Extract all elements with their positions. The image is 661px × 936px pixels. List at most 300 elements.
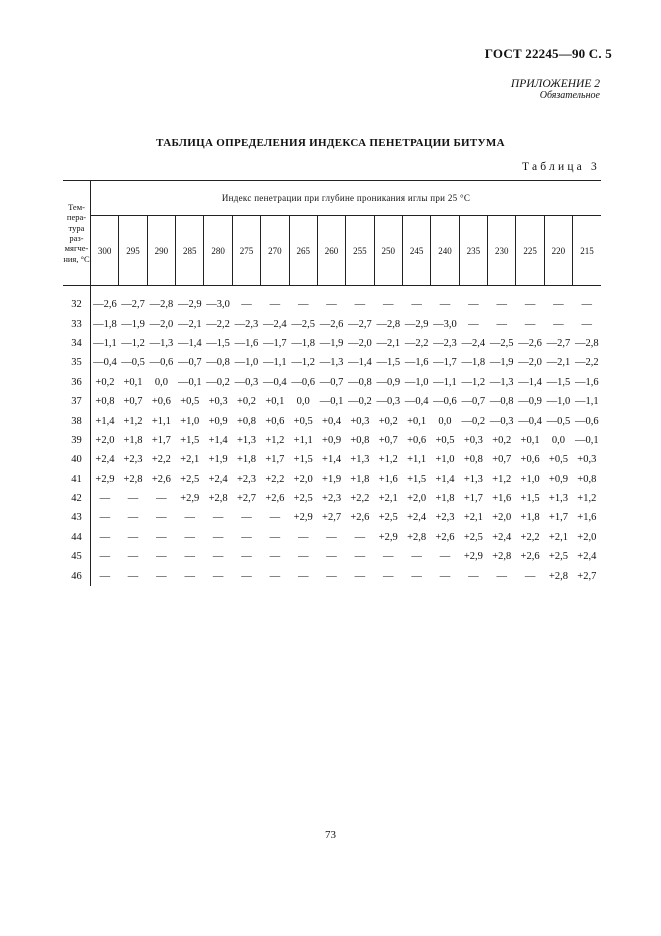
table-label: Таблица 3 (522, 161, 600, 173)
index-value-cell: — (269, 570, 281, 582)
index-value-cell: —2,1 (546, 357, 571, 369)
index-value-cell: —0,4 (93, 357, 117, 369)
table-row (63, 450, 601, 469)
penetration-index-table (63, 180, 601, 586)
index-value-cell: +2,8 (407, 531, 427, 543)
softening-temp-cell: 43 (63, 508, 91, 527)
table-row (63, 392, 601, 411)
index-value-cell: +1,1 (293, 434, 313, 446)
penetration-header-cell: 295 (119, 216, 147, 286)
penetration-header-cell: 250 (374, 216, 402, 286)
index-value-cell: — (383, 570, 394, 582)
index-value-cell: — (127, 531, 139, 543)
softening-temp-cell: 45 (63, 547, 91, 566)
index-value-cell: +1,2 (123, 415, 143, 427)
table-row (63, 411, 601, 430)
index-value-cell: +2,6 (435, 531, 455, 543)
index-value-cell: +0,6 (151, 396, 171, 408)
index-value-cell: —0,2 (206, 376, 230, 388)
index-value-cell: +0,2 (236, 396, 256, 408)
penetration-index-header: Индекс пенетрации при глубине проникания иглы при 25 °С (91, 181, 602, 216)
index-value-cell: +2,0 (492, 512, 512, 524)
index-value-cell: +1,3 (548, 493, 568, 505)
index-value-cell: —0,1 (177, 376, 202, 388)
index-value-cell: — (156, 512, 167, 524)
index-value-cell: — (524, 299, 536, 311)
index-value-cell: +2,3 (435, 512, 455, 524)
index-value-cell: — (212, 531, 224, 543)
index-value-cell: —0,9 (376, 376, 401, 388)
index-value-cell: —2,6 (518, 337, 542, 349)
index-value-cell: —2,8 (376, 318, 401, 330)
index-value-cell: —1,0 (234, 357, 259, 369)
table-row (63, 353, 601, 372)
index-value-cell: +0,9 (322, 434, 342, 446)
index-value-cell: —2,9 (404, 318, 429, 330)
index-value-cell: — (184, 570, 195, 582)
index-value-cell: —1,6 (574, 376, 599, 388)
softening-temp-header: Тем-пера-тура раз-мягче-ния, °С (63, 181, 91, 286)
index-value-cell: +0,2 (492, 434, 512, 446)
index-value-cell: — (127, 570, 139, 582)
index-value-cell: —2,9 (177, 299, 202, 311)
penetration-header-cell: 275 (232, 216, 260, 286)
penetration-values-row (63, 216, 601, 286)
penetration-header-cell: 245 (402, 216, 430, 286)
index-value-cell: +1,8 (123, 434, 143, 446)
index-value-cell: —2,2 (574, 357, 599, 369)
index-value-cell: +0,7 (378, 434, 398, 446)
index-value-cell: —0,8 (206, 357, 230, 369)
index-value-cell: —1,1 (433, 376, 457, 388)
index-value-cell: +2,3 (236, 473, 256, 485)
index-value-cell: —1,2 (291, 357, 315, 369)
table-row (63, 566, 601, 585)
index-value-cell: +1,9 (322, 473, 342, 485)
index-value-cell: —1,8 (93, 318, 117, 330)
index-value-cell: +2,4 (95, 454, 115, 466)
index-value-cell: — (269, 512, 281, 524)
index-value-cell: +2,6 (350, 512, 370, 524)
index-value-cell: —0,2 (348, 396, 372, 408)
index-value-cell: —2,0 (518, 357, 542, 369)
index-value-cell: +1,1 (407, 454, 427, 466)
index-value-cell: — (212, 512, 224, 524)
index-value-cell: +2,5 (378, 512, 398, 524)
index-value-cell: —1,5 (206, 337, 230, 349)
index-value-cell: —0,8 (348, 376, 372, 388)
index-value-cell: +2,1 (463, 512, 483, 524)
index-value-cell: +0,6 (520, 454, 540, 466)
penetration-header-cell: 265 (289, 216, 317, 286)
penetration-header-cell: 240 (431, 216, 459, 286)
index-value-cell: +2,1 (548, 531, 568, 543)
index-value-cell: — (468, 570, 479, 582)
index-value-cell: —1,8 (291, 337, 315, 349)
appendix-label (511, 78, 600, 102)
softening-temp-cell: 41 (63, 470, 91, 489)
table-row (63, 489, 601, 508)
index-value-cell: +0,1 (407, 415, 427, 427)
index-value-cell: +1,6 (378, 473, 398, 485)
table-row (63, 373, 601, 392)
index-value-cell: —2,1 (177, 318, 202, 330)
index-value-cell: +0,6 (265, 415, 285, 427)
index-value-cell: +0,6 (407, 434, 427, 446)
index-value-cell: —1,1 (574, 396, 599, 408)
index-value-cell: — (156, 570, 167, 582)
index-value-cell: +2,1 (180, 454, 200, 466)
index-value-cell: +0,3 (208, 396, 228, 408)
index-value-cell: —2,3 (234, 318, 259, 330)
table-row (63, 470, 601, 489)
index-value-cell: —0,4 (263, 376, 287, 388)
index-value-cell: +1,0 (435, 454, 455, 466)
index-value-cell: —1,9 (319, 337, 344, 349)
penetration-header-cell: 225 (516, 216, 544, 286)
penetration-header-cell: 235 (459, 216, 487, 286)
index-value-cell: — (184, 512, 195, 524)
softening-temp-cell: 35 (63, 353, 91, 372)
penetration-header-cell: 260 (317, 216, 345, 286)
index-value-cell: +2,3 (123, 454, 143, 466)
index-value-cell: — (297, 299, 309, 311)
index-value-cell: — (439, 551, 451, 563)
softening-temp-cell: 34 (63, 334, 91, 353)
index-value-cell: +2,2 (265, 473, 285, 485)
index-value-cell: +1,2 (577, 493, 597, 505)
index-value-cell: —1,0 (546, 396, 571, 408)
index-value-cell: —1,9 (121, 318, 145, 330)
index-value-cell: +2,5 (293, 493, 313, 505)
index-value-cell: +1,2 (265, 434, 285, 446)
index-value-cell: —2,6 (319, 318, 344, 330)
index-value-cell: +1,4 (322, 454, 342, 466)
table-row (63, 528, 601, 547)
index-value-cell: +2,9 (378, 531, 398, 543)
index-value-cell: +2,9 (463, 551, 483, 563)
index-value-cell: +1,7 (151, 434, 171, 446)
index-value-cell: +0,3 (577, 454, 597, 466)
softening-temp-cell: 37 (63, 392, 91, 411)
index-value-cell: — (156, 531, 167, 543)
index-value-cell: —1,2 (121, 337, 145, 349)
index-value-cell: —2,5 (291, 318, 315, 330)
index-value-cell: +1,7 (463, 493, 483, 505)
softening-temp-cell: 44 (63, 528, 91, 547)
index-value-cell: — (241, 570, 252, 582)
table-row (63, 286, 601, 315)
index-value-cell: +1,2 (492, 473, 512, 485)
index-value-cell: — (99, 512, 111, 524)
index-value-cell: +1,3 (350, 454, 370, 466)
index-value-cell: — (524, 318, 536, 330)
softening-temp-cell: 33 (63, 314, 91, 333)
index-value-cell: +1,6 (492, 493, 512, 505)
index-value-cell: +2,9 (95, 473, 115, 485)
index-value-cell: +2,4 (407, 512, 427, 524)
index-value-cell: +2,5 (463, 531, 483, 543)
index-value-cell: +0,8 (236, 415, 256, 427)
index-value-cell: +2,4 (492, 531, 512, 543)
index-value-cell: +2,8 (208, 493, 228, 505)
index-value-cell: +1,3 (236, 434, 256, 446)
index-value-cell: +0,5 (435, 434, 455, 446)
index-value-cell: 0,0 (551, 434, 565, 446)
index-value-cell: +2,6 (520, 551, 540, 563)
index-value-cell: +2,9 (180, 493, 200, 505)
appendix-subtitle: Обязательное (539, 90, 600, 101)
index-value-cell: —0,4 (518, 415, 542, 427)
index-value-cell: —0,8 (489, 396, 514, 408)
index-value-cell: —0,3 (376, 396, 401, 408)
index-value-cell: +1,8 (236, 454, 256, 466)
softening-temp-cell: 36 (63, 373, 91, 392)
index-value-cell: —1,7 (433, 357, 457, 369)
index-value-cell: +0,3 (463, 434, 483, 446)
index-value-cell: — (439, 570, 451, 582)
index-value-cell: — (553, 299, 564, 311)
index-value-cell: —1,9 (489, 357, 514, 369)
index-value-cell: +1,0 (180, 415, 200, 427)
penetration-header-cell: 230 (488, 216, 516, 286)
index-value-cell: +1,4 (435, 473, 455, 485)
index-value-cell: —3,0 (433, 318, 457, 330)
index-value-cell: —2,7 (121, 299, 145, 311)
penetration-header-cell: 270 (261, 216, 289, 286)
index-value-cell: —1,6 (234, 337, 259, 349)
index-value-cell: — (212, 551, 224, 563)
index-value-cell: —2,6 (93, 299, 117, 311)
index-value-cell: — (411, 570, 422, 582)
index-value-cell: — (326, 551, 337, 563)
index-value-cell: — (439, 299, 451, 311)
index-value-cell: +1,1 (151, 415, 171, 427)
index-value-cell: —1,3 (319, 357, 344, 369)
index-value-cell: —0,5 (121, 357, 145, 369)
index-value-cell: —0,4 (404, 396, 429, 408)
document-reference: ГОСТ 22245—90 С. 5 (484, 46, 612, 61)
index-value-cell: — (468, 318, 479, 330)
index-value-cell: +2,2 (151, 454, 171, 466)
page-number: 73 (325, 829, 336, 841)
index-value-cell: +1,8 (350, 473, 370, 485)
index-value-cell: —2,0 (348, 337, 372, 349)
table-row (63, 508, 601, 527)
index-value-cell: +2,3 (322, 493, 342, 505)
index-value-cell: — (127, 493, 139, 505)
index-value-cell: +2,5 (180, 473, 200, 485)
softening-temp-cell: 39 (63, 431, 91, 450)
index-value-cell: —0,7 (461, 396, 486, 408)
index-value-cell: —0,3 (234, 376, 259, 388)
index-value-cell: —0,5 (546, 415, 571, 427)
index-value-cell: +1,8 (520, 512, 540, 524)
index-value-cell: —3,0 (206, 299, 230, 311)
index-value-cell: +2,2 (350, 493, 370, 505)
index-value-cell: —1,4 (518, 376, 542, 388)
index-value-cell: — (581, 318, 593, 330)
index-value-cell: —0,6 (433, 396, 457, 408)
index-value-cell: — (468, 299, 479, 311)
index-value-cell: — (241, 512, 252, 524)
index-value-cell: +0,2 (95, 376, 115, 388)
penetration-header-cell: 220 (544, 216, 572, 286)
table-body (63, 286, 601, 586)
index-value-cell: —1,2 (461, 376, 486, 388)
header-row-top (63, 181, 601, 216)
table-row (63, 334, 601, 353)
index-value-cell: +1,7 (265, 454, 285, 466)
index-value-cell: —1,0 (404, 376, 429, 388)
page-title: ТАБЛИЦА ОПРЕДЕЛЕНИЯ ИНДЕКСА ПЕНЕТРАЦИИ БИТУМА (156, 137, 505, 149)
index-value-cell: +1,0 (520, 473, 540, 485)
index-value-cell: —1,1 (263, 357, 287, 369)
index-value-cell: — (383, 551, 394, 563)
index-value-cell: —2,1 (376, 337, 401, 349)
index-value-cell: 0,0 (296, 396, 310, 408)
index-value-cell: —1,4 (348, 357, 372, 369)
index-value-cell: — (156, 493, 167, 505)
index-value-cell: +2,6 (265, 493, 285, 505)
index-value-cell: +1,5 (520, 493, 540, 505)
index-value-cell: — (496, 299, 507, 311)
index-value-cell: +2,7 (322, 512, 342, 524)
index-value-cell: — (496, 318, 507, 330)
index-value-cell: — (326, 299, 337, 311)
softening-temp-cell: 46 (63, 566, 91, 585)
index-value-cell: +1,3 (463, 473, 483, 485)
index-value-cell: — (411, 551, 422, 563)
index-value-cell: +2,0 (577, 531, 597, 543)
index-value-cell: —1,8 (461, 357, 486, 369)
index-value-cell: — (553, 318, 564, 330)
index-value-cell: +0,4 (322, 415, 342, 427)
penetration-header-cell: 255 (346, 216, 374, 286)
penetration-header-cell: 290 (147, 216, 175, 286)
index-value-cell: — (184, 551, 195, 563)
penetration-header-cell: 280 (204, 216, 232, 286)
softening-temp-cell: 38 (63, 411, 91, 430)
index-value-cell: — (99, 570, 111, 582)
index-value-cell: +0,5 (180, 396, 200, 408)
index-value-cell: — (269, 531, 281, 543)
index-value-cell: — (297, 531, 309, 543)
index-value-cell: — (354, 570, 366, 582)
index-value-cell: +1,9 (208, 454, 228, 466)
softening-temp-cell: 40 (63, 450, 91, 469)
index-value-cell: — (581, 299, 593, 311)
index-value-cell: —0,1 (574, 434, 599, 446)
table-row (63, 547, 601, 566)
index-value-cell: — (127, 512, 139, 524)
index-value-cell: —0,6 (574, 415, 599, 427)
penetration-header-cell: 300 (91, 216, 119, 286)
index-value-cell: +1,6 (577, 512, 597, 524)
index-value-cell: +2,4 (577, 551, 597, 563)
index-value-cell: — (127, 551, 139, 563)
index-value-cell: — (99, 551, 111, 563)
index-value-cell: —2,7 (546, 337, 571, 349)
index-value-cell: +0,5 (293, 415, 313, 427)
index-value-cell: 0,0 (154, 376, 168, 388)
index-value-cell: +1,4 (208, 434, 228, 446)
index-value-cell: — (297, 570, 309, 582)
index-value-cell: +0,1 (265, 396, 285, 408)
index-value-cell: — (184, 531, 195, 543)
index-value-cell: +1,5 (293, 454, 313, 466)
index-value-cell: +2,1 (378, 493, 398, 505)
index-value-cell: — (269, 551, 281, 563)
index-value-cell: +0,1 (123, 376, 143, 388)
index-value-cell: +0,2 (378, 415, 398, 427)
index-value-cell: — (99, 531, 111, 543)
index-value-cell: +0,8 (577, 473, 597, 485)
index-value-cell: —2,2 (404, 337, 429, 349)
index-value-cell: +0,8 (95, 396, 115, 408)
index-value-cell: — (354, 531, 366, 543)
softening-temp-cell: 32 (63, 286, 91, 315)
index-value-cell: +1,2 (378, 454, 398, 466)
index-value-cell: +1,5 (407, 473, 427, 485)
index-value-cell: — (156, 551, 167, 563)
index-value-cell: +2,2 (520, 531, 540, 543)
index-value-cell: —2,8 (574, 337, 599, 349)
index-value-cell: +0,3 (350, 415, 370, 427)
index-value-cell: +1,5 (180, 434, 200, 446)
index-value-cell: +2,8 (123, 473, 143, 485)
index-value-cell: +1,4 (95, 415, 115, 427)
index-value-cell: +2,8 (492, 551, 512, 563)
index-value-cell: +2,0 (293, 473, 313, 485)
penetration-header-cell: 285 (176, 216, 204, 286)
index-value-cell: +2,0 (95, 434, 115, 446)
index-value-cell: +2,5 (548, 551, 568, 563)
softening-temp-cell: 42 (63, 489, 91, 508)
index-value-cell: —0,6 (291, 376, 315, 388)
index-value-cell: — (524, 570, 536, 582)
index-value-cell: —2,3 (433, 337, 457, 349)
index-value-cell: —1,3 (149, 337, 174, 349)
index-value-cell: 0,0 (438, 415, 452, 427)
index-value-cell: +2,7 (236, 493, 256, 505)
index-value-cell: — (411, 299, 422, 311)
index-value-cell: +0,9 (548, 473, 568, 485)
index-value-cell: —2,2 (206, 318, 230, 330)
appendix-title: ПРИЛОЖЕНИЕ 2 (510, 78, 600, 90)
index-value-cell: — (326, 531, 337, 543)
index-value-cell: +2,7 (577, 570, 597, 582)
index-value-cell: +1,8 (435, 493, 455, 505)
index-value-cell: +0,9 (208, 415, 228, 427)
index-value-cell: —0,7 (319, 376, 344, 388)
table-row (63, 314, 601, 333)
index-value-cell: —0,3 (489, 415, 514, 427)
index-value-cell: —1,1 (93, 337, 117, 349)
penetration-header-cell: 215 (573, 216, 601, 286)
index-value-cell: —2,7 (348, 318, 372, 330)
index-value-cell: — (354, 551, 366, 563)
index-value-cell: +0,7 (492, 454, 512, 466)
index-value-cell: +1,7 (548, 512, 568, 524)
index-value-cell: — (99, 493, 111, 505)
index-value-cell: +0,7 (123, 396, 143, 408)
index-value-cell: — (354, 299, 366, 311)
index-value-cell: — (496, 570, 507, 582)
index-value-cell: —1,7 (263, 337, 287, 349)
index-value-cell: —0,9 (518, 396, 542, 408)
index-value-cell: — (269, 299, 281, 311)
